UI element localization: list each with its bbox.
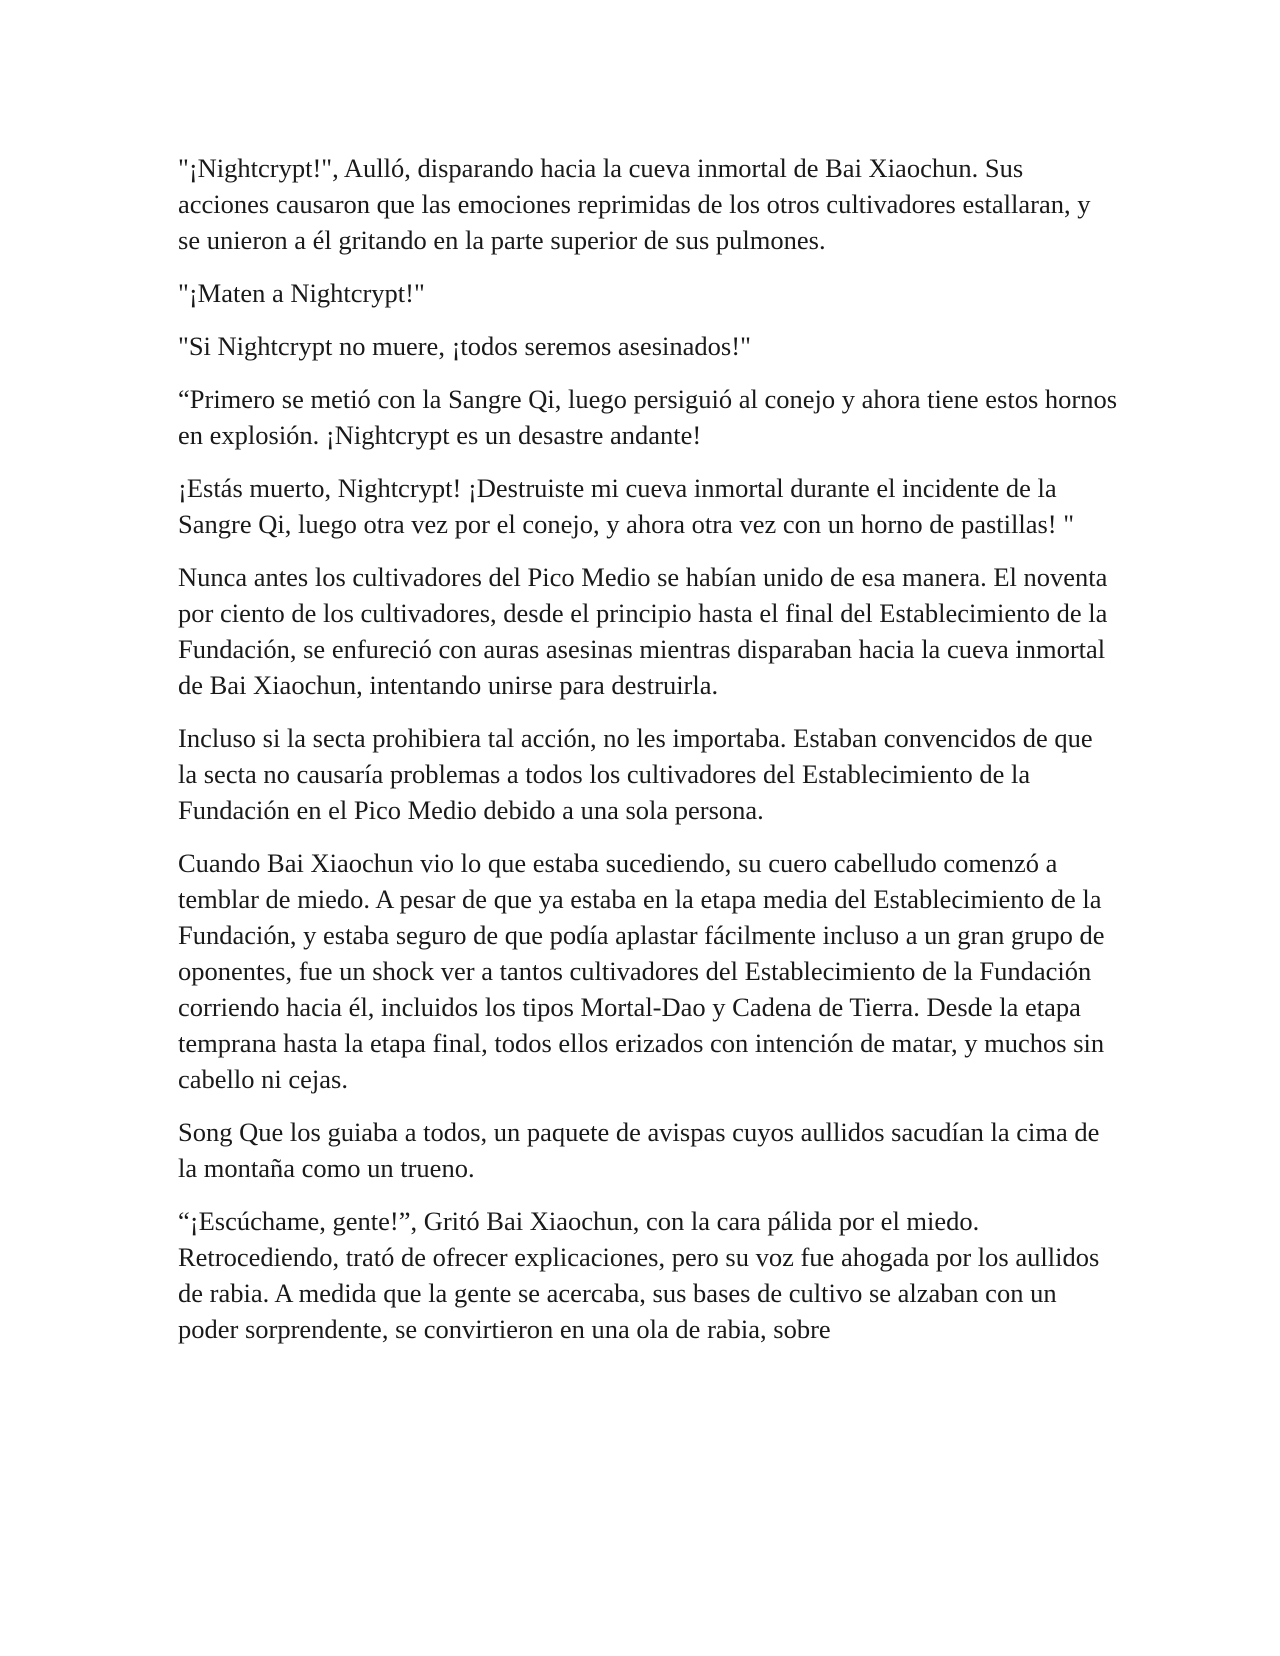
- paragraph-2: "¡Maten a Nightcrypt!": [178, 278, 425, 308]
- document-body: [178, 150, 1118, 1364]
- paragraph-10: “¡Escúchame, gente!”, Gritó Bai Xiaochun, con la cara pálida por el miedo. Retrocediendo, trató de ofrecer explicaciones, pero su voz fue ahogada por los aullidos de rabia. A medida que la gente se acercaba, sus bases de cultivo se alzaban con un poder sorprendente, se convirtieron en una ola de rabia, sobre: [178, 1206, 1100, 1344]
- paragraph-9: Song Que los guiaba a todos, un paquete de avispas cuyos aullidos sacudían la cima de la montaña como un trueno.: [178, 1117, 1100, 1183]
- paragraph-1: "¡Nightcrypt!", Aulló, disparando hacia la cueva inmortal de Bai Xiaochun. Sus acciones causaron que las emociones reprimidas de los otros cultivadores estallaran, y se unieron a él gritando en la parte superior de sus pulmones.: [178, 153, 1091, 255]
- paragraph-7: Incluso si la secta prohibiera tal acción, no les importaba. Estaban convencidos de que la secta no causaría problemas a todos los cultivadores del Establecimiento de la Fundación en el Pico Medio debido a una sola persona.: [178, 723, 1093, 825]
- paragraph-6: Nunca antes los cultivadores del Pico Medio se habían unido de esa manera. El noventa por ciento de los cultivadores, desde el principio hasta el final del Establecimiento de la Fundación, se enfureció con auras asesinas mientras disparaban hacia la cueva inmortal de Bai Xiaochun, intentando unirse para destruirla.: [178, 562, 1108, 700]
- paragraph-3: "Si Nightcrypt no muere, ¡todos seremos asesinados!": [178, 331, 751, 361]
- paragraph-8: Cuando Bai Xiaochun vio lo que estaba sucediendo, su cuero cabelludo comenzó a temblar de miedo. A pesar de que ya estaba en la etapa media del Establecimiento de la Fundación, y estaba seguro de que podía aplastar fácilmente incluso a un gran grupo de oponentes, fue un shock ver a tantos cultivadores del Establecimiento de la Fundación corriendo hacia él, incluidos los tipos Mortal-Dao y Cadena de Tierra. Desde la etapa temprana hasta la etapa final, todos ellos erizados con intención de matar, y muchos sin cabello ni cejas.: [178, 848, 1105, 1094]
- paragraph-5: ¡Estás muerto, Nightcrypt! ¡Destruiste mi cueva inmortal durante el incidente de la Sangre Qi, luego otra vez por el conejo, y ahora otra vez con un horno de pastillas! ": [178, 473, 1075, 539]
- paragraph-4: “Primero se metió con la Sangre Qi, luego persiguió al conejo y ahora tiene estos hornos en explosión. ¡Nightcrypt es un desastre andante!: [178, 384, 1118, 450]
